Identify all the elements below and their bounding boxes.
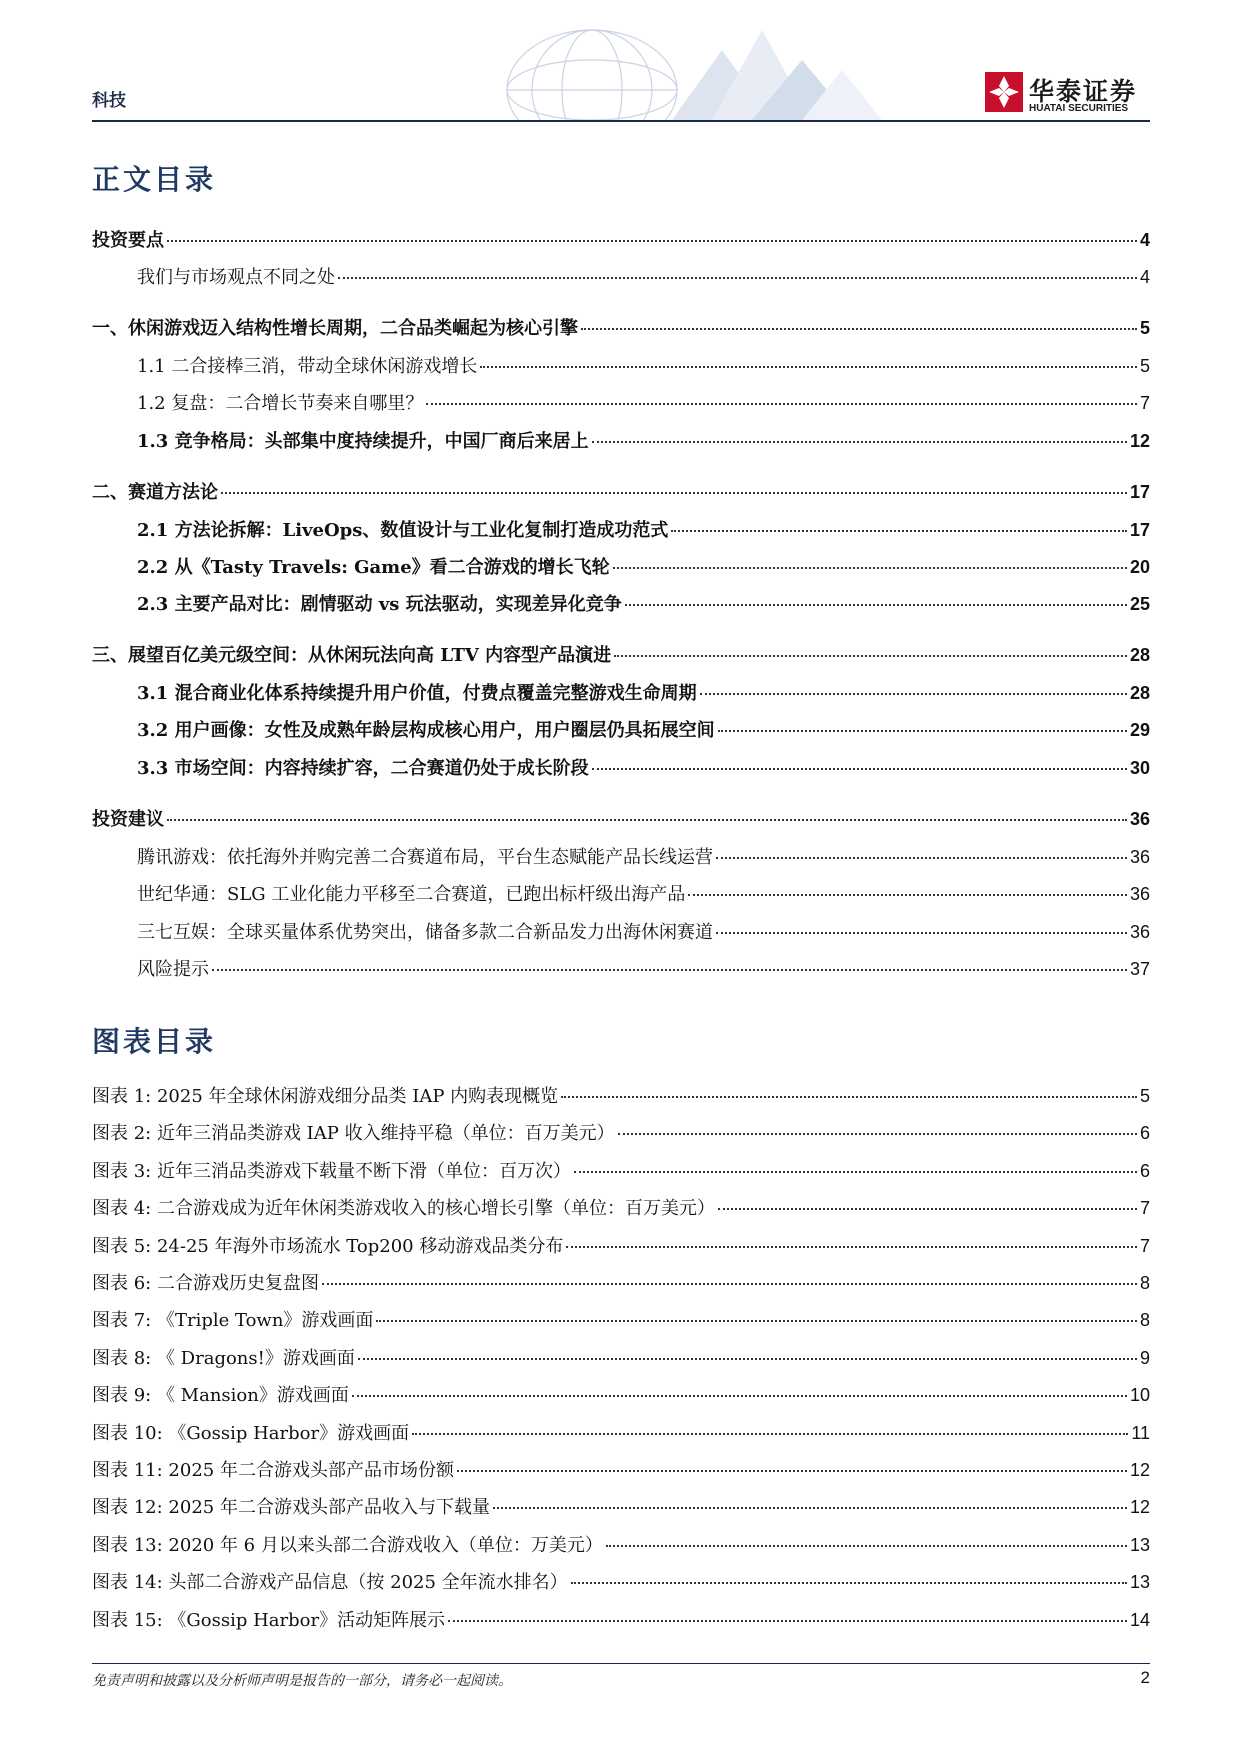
figure-entry-page: 12: [1129, 1497, 1150, 1517]
figure-entry-label: 图表 6: 二合游戏历史复盘图: [92, 1273, 319, 1294]
toc-leader-dots: [338, 276, 1137, 279]
toc-entry-page: 36: [1129, 847, 1150, 867]
toc-entry-label: 二、赛道方法论: [92, 482, 218, 503]
toc-entry-label: 2.2 从《Tasty Travels: Game》看二合游戏的增长飞轮: [137, 557, 610, 578]
figure-entry[interactable]: [92, 1121, 1150, 1145]
figure-leader-dots: [322, 1282, 1137, 1285]
figure-entry-page: 9: [1139, 1348, 1150, 1368]
figure-entry[interactable]: [92, 1308, 1150, 1332]
disclaimer-text: 免责声明和披露以及分析师声明是报告的一部分，请务必一起阅读。: [92, 1673, 512, 1689]
figure-leader-dots: [561, 1095, 1137, 1098]
toc-leader-dots: [167, 239, 1137, 242]
toc-entry[interactable]: [137, 882, 1150, 906]
page-header: [92, 0, 1150, 125]
globe-decoration-icon: [472, 10, 892, 122]
toc-entry[interactable]: [137, 354, 1150, 378]
figure-entry[interactable]: [92, 1346, 1150, 1370]
figure-entry-page: 13: [1129, 1572, 1150, 1592]
toc-entry-page: 36: [1129, 884, 1150, 904]
figure-entry[interactable]: [92, 1608, 1150, 1632]
toc-entry-page: 29: [1129, 720, 1150, 740]
toc-entry-page: 4: [1139, 230, 1150, 250]
toc-entry-page: 36: [1129, 809, 1150, 829]
toc-entry-label: 三七互娱：全球买量体系优势突出，储备多款二合新品发力出海休闲赛道: [137, 922, 713, 943]
figure-entry-label: 图表 8: 《 Dragons!》游戏画面: [92, 1348, 355, 1369]
toc-entry[interactable]: [92, 228, 1150, 252]
logo-text-en: HUATAI SECURITIES: [1029, 103, 1129, 114]
figure-entry-label: 图表 9: 《 Mansion》游戏画面: [92, 1385, 349, 1406]
figure-entry[interactable]: [92, 1084, 1150, 1108]
toc-entry[interactable]: [137, 718, 1150, 742]
figure-entry-label: 图表 11: 2025 年二合游戏头部产品市场份额: [92, 1460, 454, 1481]
figures-title: 图表目录: [92, 1025, 217, 1058]
toc-entry-page: 7: [1139, 393, 1150, 413]
header-divider: [92, 120, 1150, 122]
figure-leader-dots: [352, 1394, 1127, 1397]
toc-entry-label: 1.1 二合接棒三消，带动全球休闲游戏增长: [137, 356, 478, 377]
toc-entry[interactable]: [137, 555, 1150, 579]
figure-leader-dots: [571, 1581, 1127, 1584]
toc-entry[interactable]: [92, 643, 1150, 667]
figure-entry-page: 13: [1129, 1535, 1150, 1555]
toc-leader-dots: [212, 968, 1127, 971]
toc-entry[interactable]: [92, 316, 1150, 340]
toc-entry-label: 腾讯游戏：依托海外并购完善二合赛道布局，平台生态赋能产品长线运营: [137, 847, 713, 868]
figure-entry-page: 6: [1139, 1161, 1150, 1181]
figure-entry-page: 8: [1139, 1310, 1150, 1330]
toc-entry-label: 3.1 混合商业化体系持续提升用户价值，付费点覆盖完整游戏生命周期: [137, 683, 697, 704]
figure-leader-dots: [412, 1432, 1128, 1435]
figure-leader-dots: [574, 1170, 1137, 1173]
figure-leader-dots: [457, 1469, 1127, 1472]
huatai-logo-mark-icon: [985, 72, 1023, 112]
toc-leader-dots: [671, 529, 1127, 532]
huatai-logo: [985, 72, 1150, 116]
figure-entry-page: 5: [1139, 1086, 1150, 1106]
figure-entry-page: 7: [1139, 1236, 1150, 1256]
toc-leader-dots: [426, 402, 1137, 405]
figure-entry-page: 14: [1129, 1610, 1150, 1630]
figure-entry-label: 图表 15: 《Gossip Harbor》活动矩阵展示: [92, 1610, 446, 1631]
figure-entry[interactable]: [92, 1234, 1150, 1258]
toc-entry[interactable]: [137, 265, 1150, 289]
toc-entry-label: 我们与市场观点不同之处: [137, 267, 335, 288]
toc-leader-dots: [625, 603, 1127, 606]
figure-entry-page: 12: [1129, 1460, 1150, 1480]
toc-leader-dots: [613, 566, 1127, 569]
toc-entry-label: 3.3 市场空间：内容持续扩容，二合赛道仍处于成长阶段: [137, 758, 589, 779]
toc-entry-page: 25: [1129, 594, 1150, 614]
figure-entry-label: 图表 7: 《Triple Town》游戏画面: [92, 1310, 374, 1331]
figure-leader-dots: [618, 1132, 1137, 1135]
figure-entry[interactable]: [92, 1533, 1150, 1557]
figure-entry-label: 图表 5: 24-25 年海外市场流水 Top200 移动游戏品类分布: [92, 1236, 564, 1257]
toc-entry-label: 风险提示: [137, 959, 209, 980]
toc-leader-dots: [716, 856, 1127, 859]
toc-entry[interactable]: [137, 391, 1150, 415]
toc-entry[interactable]: [137, 429, 1150, 453]
figure-entry-page: 7: [1139, 1198, 1150, 1218]
toc-entry[interactable]: [92, 480, 1150, 504]
toc-entry[interactable]: [137, 592, 1150, 616]
toc-leader-dots: [614, 654, 1127, 657]
toc-entry-label: 2.1 方法论拆解：LiveOps、数值设计与工业化复制打造成功范式: [137, 520, 669, 541]
figure-leader-dots: [606, 1544, 1127, 1547]
toc-title: 正文目录: [92, 163, 217, 196]
toc-entry-label: 三、展望百亿美元级空间：从休闲玩法向高 LTV 内容型产品演进: [92, 645, 612, 666]
figure-entry[interactable]: [92, 1196, 1150, 1220]
toc-entry-page: 37: [1129, 959, 1150, 979]
page-number: 2: [1140, 1668, 1150, 1687]
toc-entry[interactable]: [137, 681, 1150, 705]
figure-entry[interactable]: [92, 1159, 1150, 1183]
figure-entry-label: 图表 10: 《Gossip Harbor》游戏画面: [92, 1423, 410, 1444]
toc-entry-label: 投资建议: [92, 809, 164, 830]
toc-entry[interactable]: [137, 845, 1150, 869]
toc-entry-label: 投资要点: [92, 230, 164, 251]
toc-entry-page: 36: [1129, 922, 1150, 942]
toc-entry-label: 1.2 复盘：二合增长节奏来自哪里？: [137, 393, 424, 414]
toc-entry-page: 17: [1129, 482, 1150, 502]
toc-leader-dots: [592, 440, 1127, 443]
figure-entry-page: 8: [1139, 1273, 1150, 1293]
figure-entry-label: 图表 3: 近年三消品类游戏下载量不断下滑（单位：百万次）: [92, 1161, 571, 1182]
figure-entry[interactable]: [92, 1421, 1150, 1445]
figure-entry[interactable]: [92, 1570, 1150, 1594]
toc-entry-page: 12: [1129, 431, 1150, 451]
toc-entry[interactable]: [137, 957, 1150, 981]
toc-leader-dots: [718, 729, 1127, 732]
figure-entry[interactable]: [92, 1271, 1150, 1295]
toc-entry-page: 5: [1139, 318, 1150, 338]
figure-entry-label: 图表 13: 2020 年 6 月以来头部二合游戏收入（单位：万美元）: [92, 1535, 603, 1556]
toc-leader-dots: [167, 818, 1127, 821]
toc-entry-page: 20: [1129, 557, 1150, 577]
sector-label: 科技: [92, 91, 126, 111]
figure-leader-dots: [566, 1245, 1137, 1248]
toc-leader-dots: [480, 365, 1137, 368]
toc-entry[interactable]: [137, 518, 1150, 542]
figure-entry[interactable]: [92, 1458, 1150, 1482]
toc-leader-dots: [716, 931, 1127, 934]
figure-entry-label: 图表 12: 2025 年二合游戏头部产品收入与下载量: [92, 1497, 490, 1518]
toc-leader-dots: [592, 767, 1127, 770]
figure-leader-dots: [448, 1619, 1127, 1622]
figure-entry-label: 图表 1: 2025 年全球休闲游戏细分品类 IAP 内购表现概览: [92, 1086, 559, 1107]
toc-leader-dots: [688, 893, 1127, 896]
logo-text-cn: 华泰证券: [1029, 77, 1138, 106]
figure-entry-label: 图表 2: 近年三消品类游戏 IAP 收入维持平稳（单位：百万美元）: [92, 1123, 615, 1144]
toc-leader-dots: [221, 491, 1127, 494]
toc-entry[interactable]: [137, 920, 1150, 944]
toc-entry-label: 3.2 用户画像：女性及成熟年龄层构成核心用户，用户圈层仍具拓展空间: [137, 720, 715, 741]
figure-entry-page: 6: [1139, 1123, 1150, 1143]
toc-entry-page: 28: [1129, 645, 1150, 665]
toc-entry-label: 2.3 主要产品对比：剧情驱动 vs 玩法驱动，实现差异化竞争: [137, 594, 622, 615]
footer-divider: [92, 1663, 1150, 1664]
toc-entry-page: 4: [1139, 267, 1150, 287]
figure-entry-label: 图表 4: 二合游戏成为近年休闲类游戏收入的核心增长引擎（单位：百万美元）: [92, 1198, 715, 1219]
toc-leader-dots: [700, 692, 1127, 695]
toc-leader-dots: [581, 327, 1137, 330]
toc-entry-label: 世纪华通：SLG 工业化能力平移至二合赛道，已跑出标杆级出海产品: [137, 884, 686, 905]
figure-leader-dots: [718, 1207, 1137, 1210]
toc-entry[interactable]: [92, 807, 1150, 831]
toc-entry-page: 17: [1129, 520, 1150, 540]
toc-entry[interactable]: [137, 756, 1150, 780]
figure-entry[interactable]: [92, 1383, 1150, 1407]
figure-entry-page: 10: [1129, 1385, 1150, 1405]
toc-entry-label: 1.3 竞争格局：头部集中度持续提升，中国厂商后来居上: [137, 431, 589, 452]
toc-entry-page: 28: [1129, 683, 1150, 703]
figure-entry-label: 图表 14: 头部二合游戏产品信息（按 2025 全年流水排名）: [92, 1572, 568, 1593]
figure-leader-dots: [376, 1319, 1137, 1322]
figure-leader-dots: [493, 1506, 1127, 1509]
toc-entry-label: 一、休闲游戏迈入结构性增长周期，二合品类崛起为核心引擎: [92, 318, 578, 339]
figure-leader-dots: [358, 1357, 1137, 1360]
figure-entry-page: 11: [1131, 1423, 1150, 1443]
toc-entry-page: 5: [1139, 356, 1150, 376]
toc-entry-page: 30: [1129, 758, 1150, 778]
figure-entry[interactable]: [92, 1495, 1150, 1519]
